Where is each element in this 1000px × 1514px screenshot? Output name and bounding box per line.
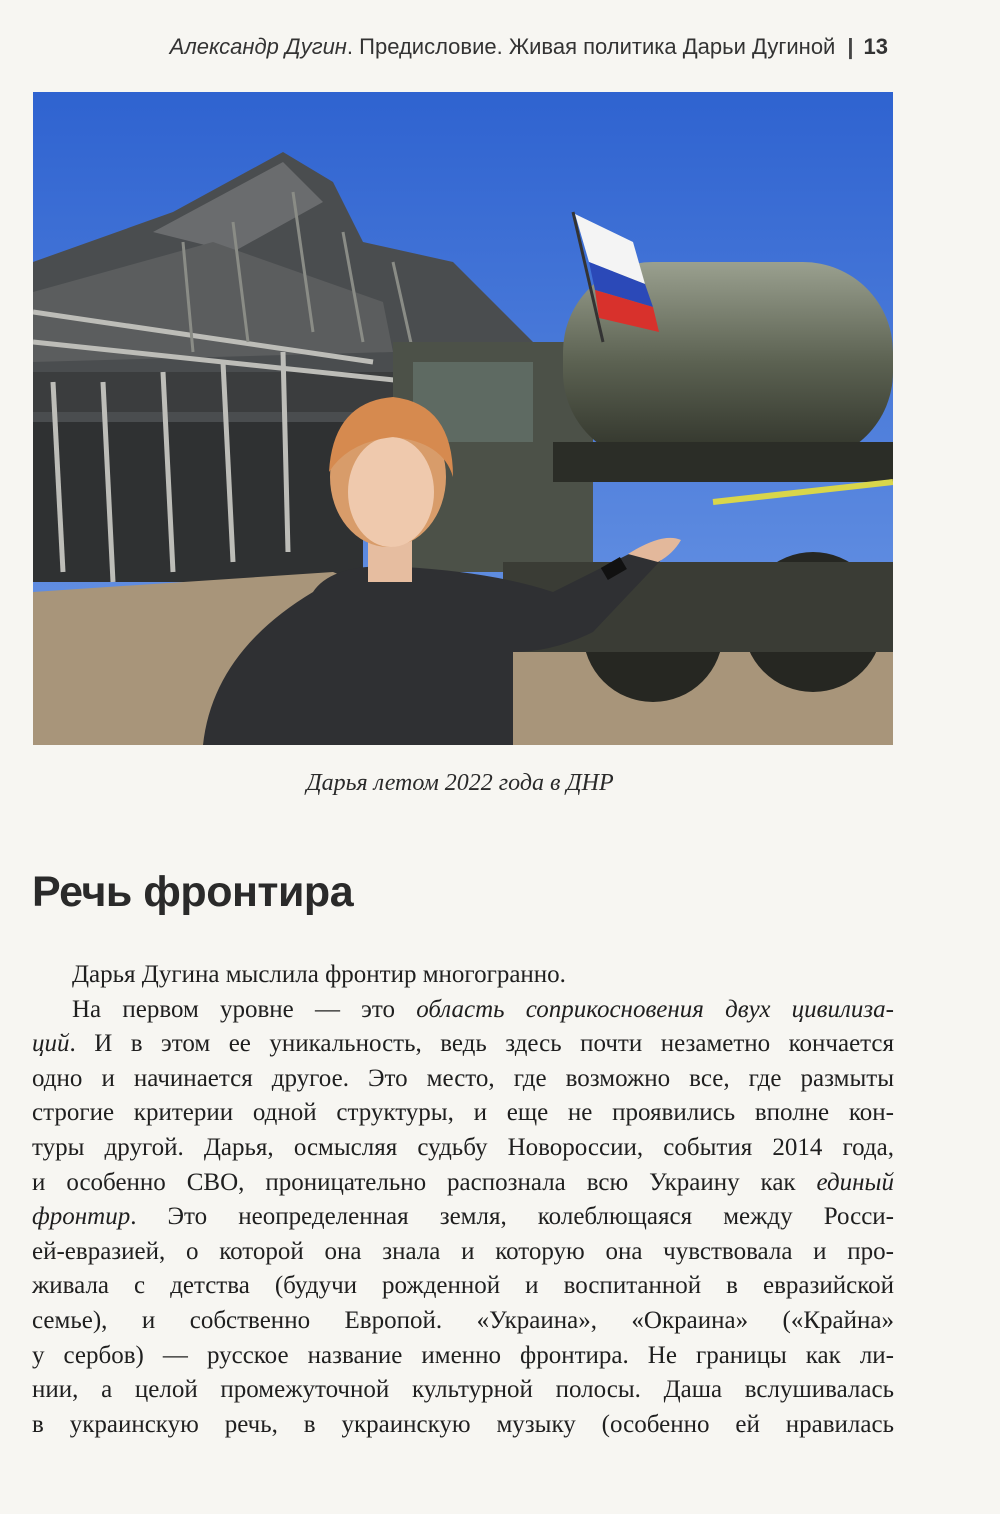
text-run: . Это неопределенная земля, колеблющаяся между Росси- bbox=[130, 1203, 894, 1231]
paragraph-2-line-5: туры другой. Дарья, осмысляя судьбу Новороссии, события 2014 года, bbox=[32, 1133, 894, 1161]
paragraph-2-line-9: живала с детства (будучи рожденной и воспитанной в евразийской bbox=[32, 1272, 894, 1300]
paragraph-2-line-10: семье), и собственно Европой. «Украина», «Окраина» («Крайна» bbox=[32, 1306, 894, 1334]
running-header bbox=[150, 34, 888, 60]
paragraph-2-line-1 bbox=[32, 993, 894, 1028]
emphasis-run: ций bbox=[32, 1030, 70, 1058]
paragraph-2-line-12: нии, а целой промежуточной культурной полосы. Даша вслушивалась bbox=[32, 1376, 894, 1404]
photo-daria-dnr bbox=[33, 92, 893, 745]
text-run: На первом уровне — это bbox=[72, 995, 417, 1023]
paragraph-2-line-13: в украинскую речь, в украинскую музыку (особенно ей нравилась bbox=[32, 1410, 894, 1438]
text-run: и особенно СВО, проницательно распознала всю Украину как bbox=[32, 1168, 817, 1196]
text-run: . И в этом ее уникальность, ведь здесь почти незаметно кончается bbox=[69, 1030, 894, 1058]
paragraph-2-line-2 bbox=[32, 1027, 894, 1062]
photo-illustration bbox=[33, 92, 893, 745]
header-title: . Предисловие. Живая политика Дарьи Дугиной bbox=[346, 34, 836, 59]
emphasis-run: область соприкосновения двух цивилиза- bbox=[416, 995, 895, 1023]
paragraph-2-line-4: строгие критерии одной структуры, и еще не проявились вполне кон- bbox=[32, 1099, 894, 1127]
paragraph-2-line-3: одно и начинается другое. Это место, где возможно все, где размыты bbox=[32, 1064, 894, 1092]
paragraph-1-line-1: Дарья Дугина мыслила фронтир многогранно. bbox=[72, 961, 566, 988]
paragraph-2-line-6 bbox=[32, 1166, 894, 1201]
paragraph-2-line-11: у сербов) — русское название именно фронтира. Не границы как ли- bbox=[32, 1341, 894, 1369]
page-number: 13 bbox=[863, 34, 888, 59]
section-heading: Речь фронтира bbox=[32, 868, 354, 916]
body-text bbox=[32, 958, 894, 1442]
paragraph-2-line-8: ей-евразией, о которой она знала и которую она чувствовала и про- bbox=[32, 1237, 894, 1265]
paragraph-2-line-7 bbox=[32, 1200, 894, 1235]
header-author: Александр Дугин bbox=[169, 34, 347, 59]
header-separator: | bbox=[847, 34, 854, 59]
emphasis-run: фронтир bbox=[32, 1203, 131, 1231]
emphasis-run: единый bbox=[816, 1168, 894, 1196]
figure-caption: Дарья летом 2022 года в ДНР bbox=[306, 770, 614, 796]
